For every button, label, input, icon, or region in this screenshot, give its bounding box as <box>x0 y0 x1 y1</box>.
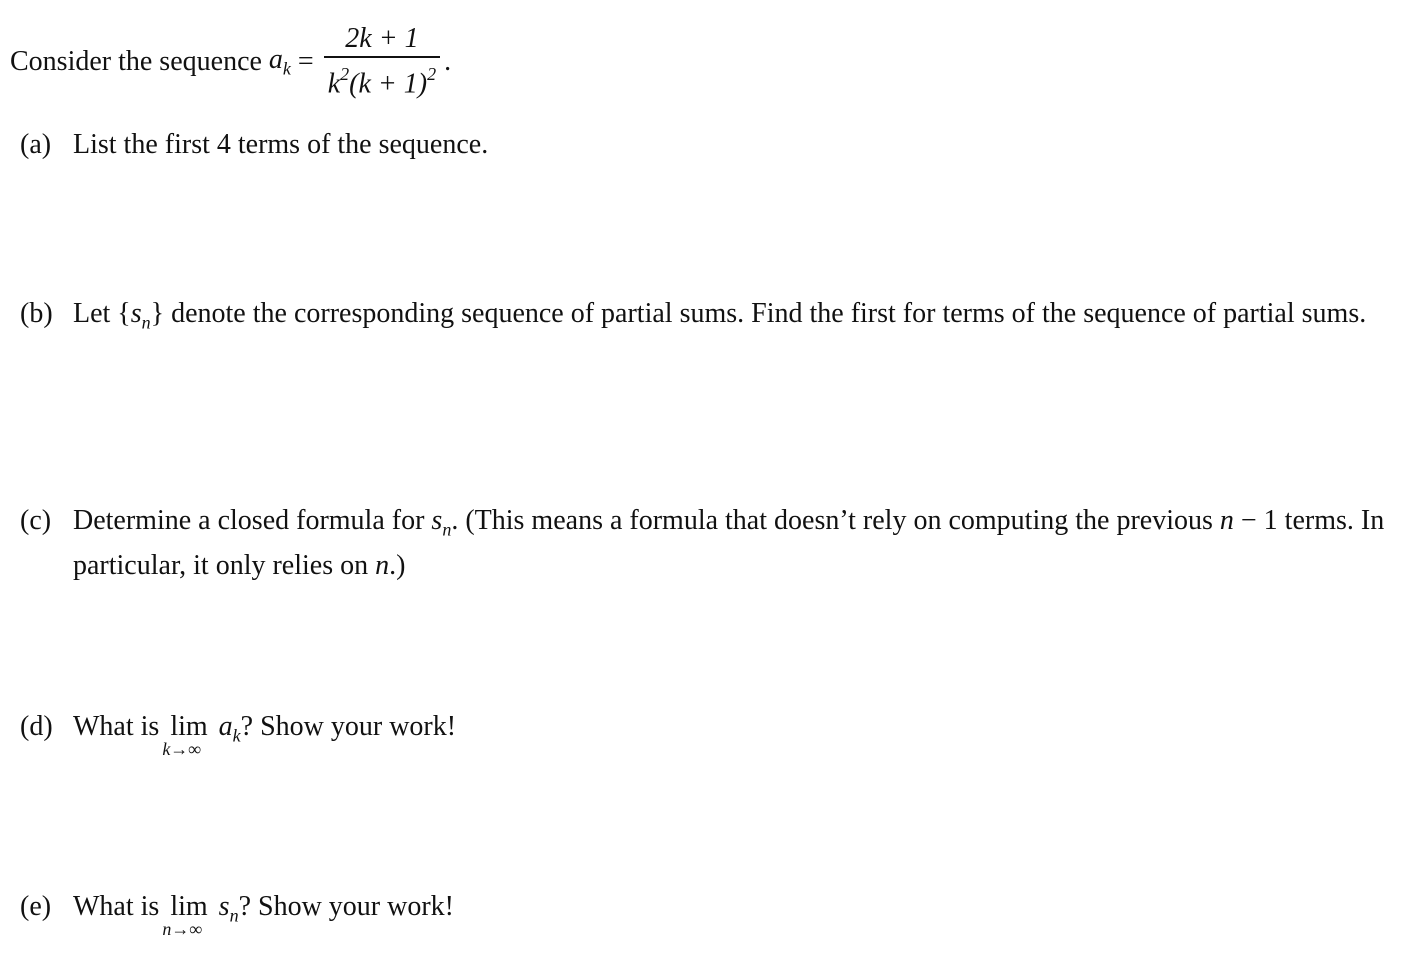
part-c-text-3: − 1 terms. In particular, it only relies on <box>73 505 1385 581</box>
a-symbol: a <box>218 711 233 742</box>
lim-word: lim <box>170 891 208 922</box>
part-e-text-2: ? Show your work! <box>238 891 454 922</box>
den-k-plus-one-power: 2 <box>427 63 437 84</box>
n-symbol: n <box>1219 505 1234 536</box>
sequence-symbol <box>218 711 241 746</box>
n-symbol: n <box>375 549 390 581</box>
partial-sum-symbol <box>218 891 239 926</box>
part-c-text <box>73 503 1390 584</box>
lim-subscript: k→∞ <box>162 739 202 759</box>
partial-sum-symbol <box>431 505 452 540</box>
part-a <box>20 127 1390 163</box>
part-a-label: (a) <box>20 129 52 160</box>
den-k-power: 2 <box>340 63 350 84</box>
part-d-label: (d) <box>20 711 53 742</box>
part-c-label: (c) <box>20 505 52 536</box>
part-b-text-1: Let { <box>73 298 131 329</box>
intro-text: Consider the sequence <box>10 46 262 77</box>
part-a-text: List the first 4 terms of the sequence. <box>73 129 489 160</box>
part-c-text-4: .) <box>389 549 406 581</box>
s-symbol: s <box>431 505 443 536</box>
part-e-label: (e) <box>20 891 52 922</box>
partial-sum-symbol <box>130 298 151 333</box>
lim-word: lim <box>170 711 208 742</box>
part-c <box>20 503 1390 584</box>
part-e-text <box>73 889 1390 939</box>
s-index: n <box>442 519 452 540</box>
lim-subscript: n→∞ <box>162 919 203 939</box>
s-symbol: s <box>218 891 230 922</box>
s-symbol: s <box>130 298 142 329</box>
part-c-text-1: Determine a closed formula for <box>73 505 432 536</box>
sequence-var: a <box>268 44 283 76</box>
limit-operator <box>162 889 208 939</box>
den-k-plus-one: (k + 1) <box>349 68 428 100</box>
part-d-text-1: What is <box>73 711 160 742</box>
part-b <box>20 296 1390 341</box>
s-index: n <box>229 905 239 926</box>
formula-numerator: 2k + 1 <box>345 22 419 54</box>
part-d-text-2: ? Show your work! <box>240 711 457 742</box>
limit-operator <box>162 709 208 759</box>
part-e-text-1: What is <box>73 891 160 922</box>
part-b-text <box>73 296 1390 341</box>
den-k: k <box>327 68 341 100</box>
part-d <box>20 709 1390 759</box>
problem-intro <box>10 22 452 100</box>
intro-period: . <box>444 46 452 77</box>
s-index: n <box>141 312 151 333</box>
sequence-formula <box>324 22 440 102</box>
equals-sign: = <box>297 46 314 77</box>
part-b-text-2: } denote the corresponding sequence of partial sums. Find the first for terms of the sequence of partial sums. <box>150 298 1367 329</box>
a-index: k <box>232 725 241 746</box>
sequence-symbol <box>269 44 291 80</box>
formula-denominator <box>324 58 440 102</box>
part-b-label: (b) <box>20 298 53 329</box>
part-c-text-2: . (This means a formula that doesn’t rely on computing the previous <box>451 505 1220 536</box>
sequence-index: k <box>282 58 291 79</box>
part-d-text <box>73 709 1390 759</box>
part-e <box>20 889 1390 939</box>
